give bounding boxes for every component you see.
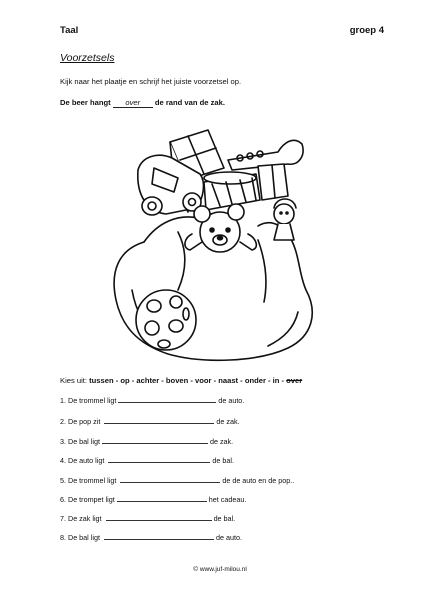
exercise-item <box>60 532 242 542</box>
exercise-start: De bal ligt <box>68 437 100 446</box>
answer-blank[interactable] <box>117 494 207 502</box>
footer-copyright: © www.juf-milou.nl <box>193 566 247 573</box>
exercise-number: 7. <box>60 514 66 523</box>
exercise-number: 8. <box>60 533 66 542</box>
exercise-end: de zak. <box>216 417 240 426</box>
exercise-end: de auto. <box>215 533 242 542</box>
instruction-text: Kijk naar het plaatje en schrijf het juiste voorzetsel op. <box>60 77 242 86</box>
exercise-number: 5. <box>60 476 66 485</box>
exercise-number: 6. <box>60 495 66 504</box>
answer-blank[interactable] <box>120 475 220 483</box>
answer-blank[interactable] <box>104 532 214 540</box>
example-answer: over <box>113 99 153 108</box>
exercise-end: de bal. <box>212 456 234 465</box>
example-before: De beer hangt <box>60 98 113 107</box>
exercise-number: 2. <box>60 417 66 426</box>
exercise-end: de bal. <box>213 514 236 523</box>
example-sentence <box>60 98 225 108</box>
exercise-item <box>60 494 246 504</box>
answer-blank[interactable] <box>108 455 210 463</box>
answer-blank[interactable] <box>106 513 212 521</box>
choices-struck-word: over <box>286 376 303 385</box>
exercise-end: de zak. <box>209 437 234 446</box>
exercise-item <box>60 513 235 523</box>
exercise-end: de auto. <box>218 396 245 405</box>
choices-label: Kies uit: <box>60 376 90 385</box>
exercise-item <box>60 395 244 405</box>
choices-words: tussen - op - achter - boven - voor - naast - onder - in - <box>89 376 287 385</box>
exercise-number: 1. <box>60 396 66 405</box>
exercise-start: De bal ligt <box>68 533 100 542</box>
exercise-item <box>60 416 240 426</box>
worksheet-title: Voorzetsels <box>60 52 115 64</box>
exercise-item <box>60 455 234 465</box>
example-after: de rand van de zak. <box>154 98 225 107</box>
exercise-start: De trompet ligt <box>68 495 115 504</box>
exercise-start: De pop zit <box>68 417 101 426</box>
exercise-number: 4. <box>60 456 66 465</box>
exercise-start: De zak ligt <box>68 514 102 523</box>
exercise-item <box>60 436 233 446</box>
answer-blank[interactable] <box>104 416 214 424</box>
exercise-start: De trommel ligt <box>68 476 117 485</box>
exercise-end: het cadeau. <box>208 495 247 504</box>
exercise-item <box>60 475 294 485</box>
group-label: groep 4 <box>349 25 384 36</box>
exercise-end: de de auto en de pop.. <box>222 476 295 485</box>
answer-blank[interactable] <box>102 436 208 444</box>
toy-sack-illustration <box>108 122 322 368</box>
exercise-number: 3. <box>60 437 66 446</box>
exercise-start: De trommel ligt <box>68 396 117 405</box>
subject-label: Taal <box>60 25 79 36</box>
word-choices <box>60 376 302 385</box>
answer-blank[interactable] <box>118 395 216 403</box>
doll <box>274 204 294 224</box>
exercise-start: De auto ligt <box>68 456 105 465</box>
